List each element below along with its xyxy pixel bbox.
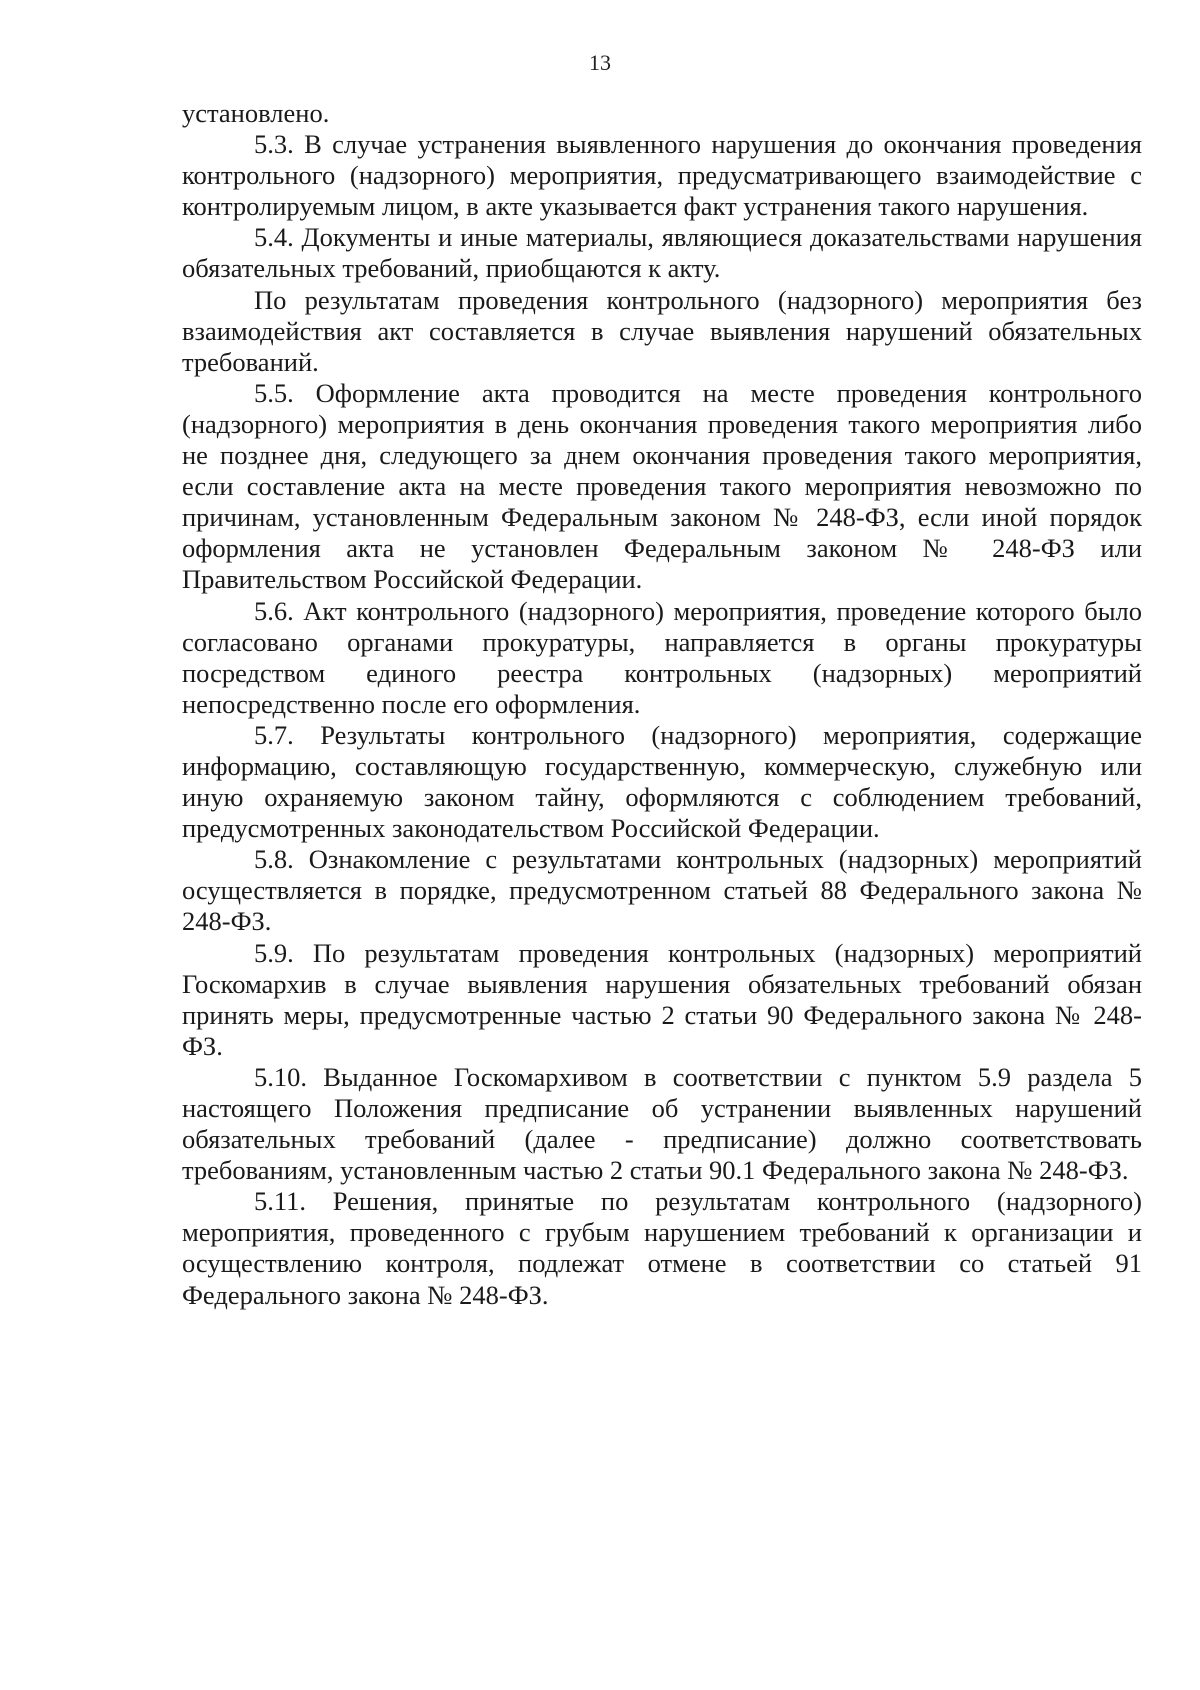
paragraph-5-11: 5.11. Решения, принятые по результатам контрольного (надзорного) мероприятия, проведенного с грубым нарушением требований к организации и осуществлению контроля, подлежат отмене в соответствии со статьей 91 Федерального закона № 248-ФЗ. [182,1186,1142,1310]
paragraph-5-4-continued: По результатам проведения контрольного (надзорного) мероприятия без взаимодействия акт составляется в случае выявления нарушений обязательных требований. [182,284,1142,377]
page-number: 13 [589,50,611,75]
paragraph-5-4: 5.4. Документы и иные материалы, являющиеся доказательствами нарушения обязательных требований, приобщаются к акту. [182,222,1142,284]
paragraph-5-10: 5.10. Выданное Госкомархивом в соответствии с пунктом 5.9 раздела 5 настоящего Положения предписание об устранении выявленных нарушений обязательных требований (далее - предписание) должно соответствовать требованиям, установленным частью 2 статьи 90.1 Федерального закона № 248-ФЗ. [182,1061,1142,1186]
paragraph-continuation: установлено. [182,98,330,128]
paragraph-5-7: 5.7. Результаты контрольного (надзорного) мероприятия, содержащие информацию, составляющую государственную, коммерческую, служебную или иную охраняемую законом тайну, оформляются с соблюдением требований, предусмотренных законодательством Российской Федерации. [182,719,1142,844]
paragraph-5-5: 5.5. Оформление акта проводится на месте проведения контрольного (надзорного) мероприятия в день окончания проведения такого мероприятия либо не позднее дня, следующего за днем окончания проведения такого мероприятия, если составление акта на месте проведения такого мероприятия невозможно по причинам, установленным Федеральным законом № 248-ФЗ, если иной порядок оформления акта не установлен Федеральным законом № 248-ФЗ или Правительством Российской Федерации. [182,377,1142,595]
paragraph-5-6: 5.6. Акт контрольного (надзорного) мероприятия, проведение которого было согласовано органами прокуратуры, направляется в органы прокуратуры посредством единого реестра контрольных (надзорных) мероприятий непосредственно после его оформления. [182,595,1142,719]
paragraph-5-9: 5.9. По результатам проведения контрольных (надзорных) мероприятий Госкомархив в случае выявления нарушения обязательных требований обязан принять меры, предусмотренные частью 2 статьи 90 Федерального закона № 248-ФЗ. [182,937,1142,1061]
paragraph-5-8: 5.8. Ознакомление с результатами контрольных (надзорных) мероприятий осуществляется в порядке, предусмотренном статьей 88 Федерального закона № 248-ФЗ. [182,844,1142,937]
document-body [182,98,1142,1311]
paragraph-5-3: 5.3. В случае устранения выявленного нарушения до окончания проведения контрольного (надзорного) мероприятия, предусматривающего взаимодействие с контролируемым лицом, в акте указывается факт устранения такого нарушения. [182,129,1142,222]
